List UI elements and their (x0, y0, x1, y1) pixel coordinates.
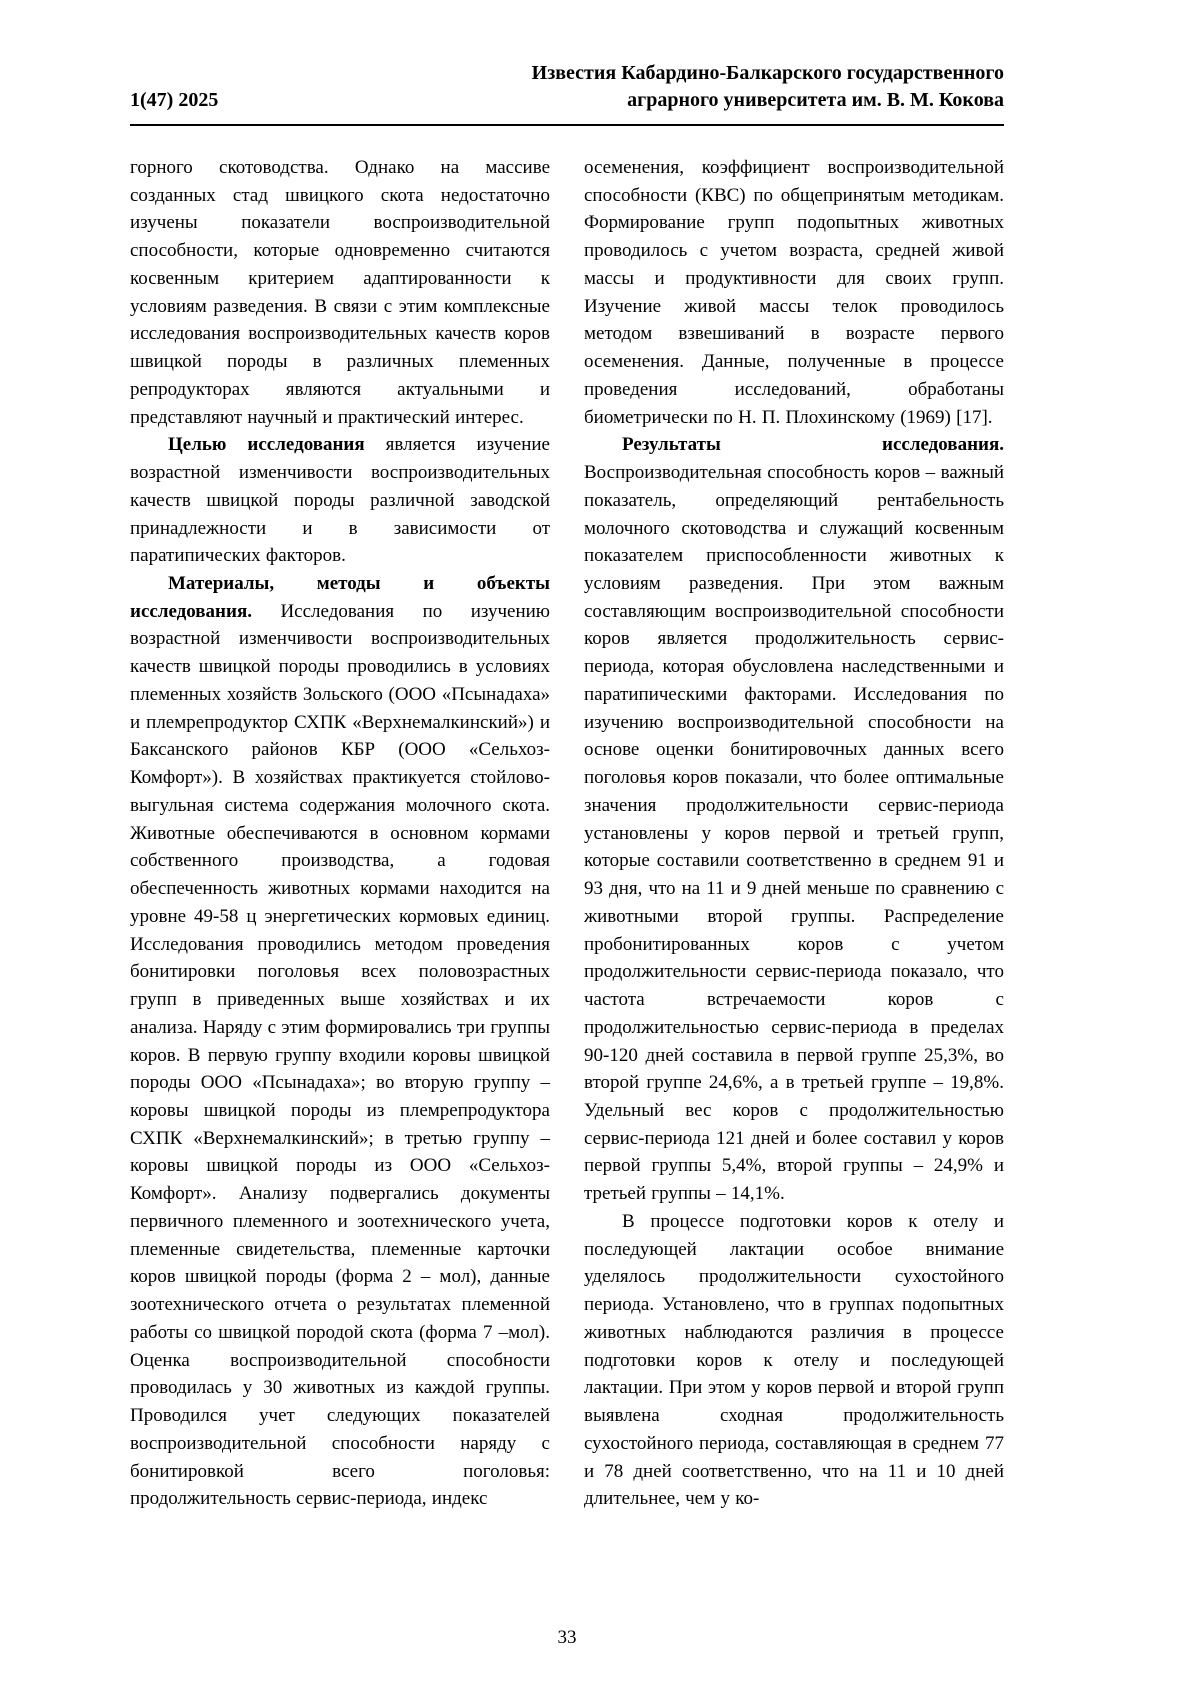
paragraph (584, 1208, 1004, 1513)
paragraph (584, 431, 1004, 1208)
left-column (130, 154, 550, 1513)
paragraph-text: Воспроизводительная способность коров – важный показатель, определяющий рентабельность молочного скотоводства и служащий косвенным показателем приспособленности животных к условиям разведения. При этом важным составляющим воспроизводительной способности коров является продолжительность сервис-периода, которая обусловлена наследственными и паратипическими факторами. Исследования по изучению воспроизводительной способности на основе оценки бонитировочных данных всего поголовья коров показали, что более оптимальные значения продолжительности сервис-периода установлены у коров первой и третьей групп, которые составили соответственно в среднем 91 и 93 дня, что на 11 и 9 дней меньше по сравнению с животными второй группы. Распределение пробонитированных коров с учетом продолжительности сервис-периода показало, что частота встречаемости коров с продолжительностью сервис-периода в пределах 90-120 дней составила в первой группе 25,3%, во второй группе 24,6%, а в третьей группе – 19,8%. Удельный вес коров с продолжительностью сервис-периода 121 дней и более составил у коров первой группы 5,4%, второй группы – 24,9% и третьей группы – 14,1%. (584, 462, 1004, 1205)
page-footer (130, 1627, 1004, 1649)
journal-title (532, 60, 1004, 114)
journal-title-line2: аграрного университета им. В. М. Кокова (627, 89, 1004, 111)
paragraph-text: осеменения, коэффициент воспроизводительной способности (КВС) по общепринятым методикам. Формирование групп подопытных животных проводилось с учетом возраста, средней живой массы и продуктивности для своих групп. Изучение живой массы телок проводилось методом взвешиваний в возрасте первого осеменения. Данные, полученные в процессе проведения исследований, обработаны биометрически по Н. П. Плохинскому (1969) [17]. (584, 157, 1004, 428)
paragraph (130, 570, 550, 1513)
journal-title-line1: Известия Кабардино-Балкарского государственного (531, 62, 1004, 84)
paragraph-text: является изучение возрастной изменчивости воспроизводительных качеств швицкой породы различной заводской принадлежности и в зависимости от паратипических факторов. (130, 434, 550, 567)
paragraph-text: горного скотоводства. Однако на массиве созданных стад швицкого скота недостаточно изучены показатели воспроизводительной способности, которые одновременно считаются косвенным критерием адаптированности к условиям разведения. В связи с этим комплексные исследования воспроизводительных качеств коров швицкой породы в различных племенных репродукторах являются актуальными и представляют научный и практический интерес. (130, 157, 550, 428)
paragraph (584, 154, 1004, 431)
right-column (584, 154, 1004, 1513)
paragraph (130, 431, 550, 570)
paragraph (130, 154, 550, 431)
paragraph-lead: Целью исследования (168, 434, 365, 456)
page-number: 33 (557, 1627, 577, 1648)
article-body (130, 154, 1004, 1513)
paragraph-lead: Материалы, методы и объекты исследования. (130, 573, 550, 622)
paragraph-lead: Результаты исследования. (622, 434, 1004, 456)
paragraph-text: Исследования по изучению возрастной изменчивости воспроизводительных качеств швицкой породы проводились в условиях племенных хозяйств Зольского (ООО «Псынадаха» и племрепродуктор СХПК «Верхнемалкинский») и Баксанского районов КБР (ООО «Сельхоз-Комфорт»). В хозяйствах практикуется стойлово-выгульная система содержания молочного скота. Животные обеспечиваются в основном кормами собственного производства, а годовая обеспеченность животных кормами находится на уровне 49-58 ц энергетических кормовых единиц. Исследования проводились методом проведения бонитировки поголовья всех половозрастных групп в приведенных выше хозяйствах и их анализа. Наряду с этим формировались три группы коров. В первую группу входили коровы швицкой породы ООО «Псынадаха»; во вторую группу – коровы швицкой породы из племрепродуктора СХПК «Верхнемалкинский»; в третью группу – коровы швицкой породы из ООО «Сельхоз-Комфорт». Анализу подвергались документы первичного племенного и зоотехнического учета, племенные свидетельства, племенные карточки коров швицкой породы (форма 2 – мол), данные зоотехнического отчета о результатах племенной работы со швицкой породой скота (форма 7 –мол). Оценка воспроизводительной способности проводилась у 30 животных из каждой группы. Проводился учет следующих показателей воспроизводительной способности наряду с бонитировкой всего поголовья: продолжительность сервис-периода, индекс (130, 600, 550, 1510)
header-rule (130, 124, 1004, 126)
paragraph-text: В процессе подготовки коров к отелу и последующей лактации особое внимание уделялось продолжительности сухостойного периода. Установлено, что в группах подопытных животных наблюдаются различия в процессе подготовки коров к отелу и последующей лактации. При этом у коров первой и второй групп выявлена сходная продолжительность сухостойного периода, составляющая в среднем 77 и 78 дней соответственно, что на 11 и 10 дней длительнее, чем у ко- (584, 1210, 1004, 1510)
page-header (130, 60, 1004, 114)
issue-number: 1(47) 2025 (130, 89, 219, 111)
